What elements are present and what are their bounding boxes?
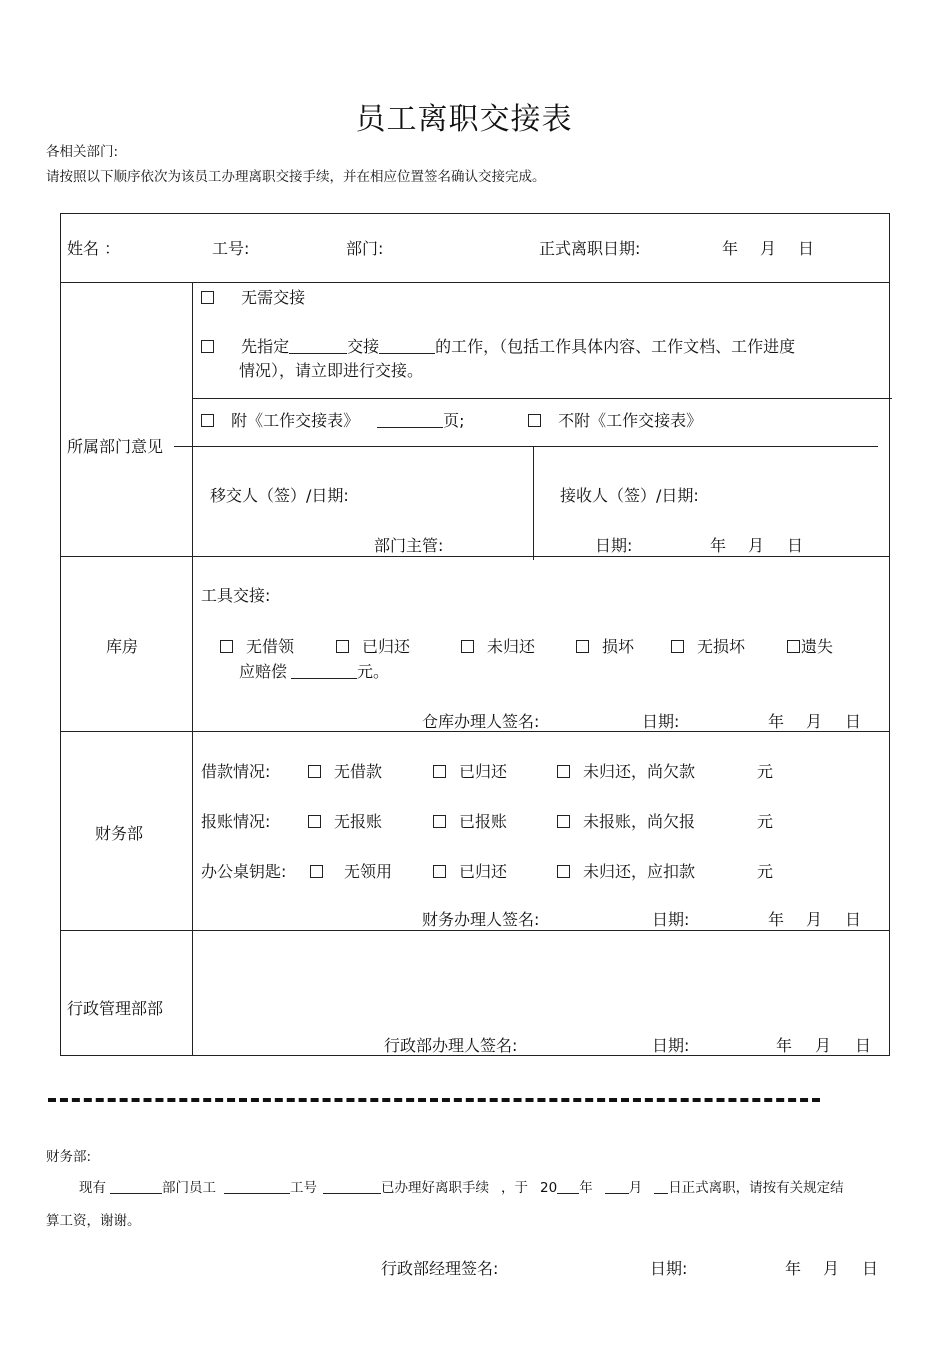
day-label: 日 (845, 712, 862, 731)
date-label: 日期: (642, 712, 680, 731)
checkbox[interactable] (528, 414, 541, 427)
option-no-borrow[interactable]: 无借领 (220, 634, 294, 657)
checkbox[interactable] (201, 414, 214, 427)
option-key-returned[interactable]: 已归还 (433, 859, 507, 882)
option-lost[interactable]: 遗失 (787, 634, 833, 657)
blank-line[interactable] (289, 339, 347, 354)
year-label: 年 (785, 1259, 802, 1278)
day-label: 日 (855, 1036, 872, 1055)
admin-label: 行政管理部部 (67, 999, 164, 1018)
year-label: 年 (710, 536, 727, 555)
option-no-expense[interactable]: 无报账 (308, 809, 382, 832)
loan-status-label: 借款情况: (201, 762, 271, 781)
checkbox[interactable] (557, 815, 570, 828)
option-expense-done[interactable]: 已报账 (433, 809, 507, 832)
blank-line[interactable] (379, 339, 435, 354)
checkbox[interactable] (576, 640, 589, 653)
warehouse-label: 库房 (106, 637, 139, 656)
option-not-returned[interactable]: 未归还 (461, 634, 535, 657)
handover-by-sign: 移交人（签）/日期: (210, 486, 349, 505)
row-divider (192, 398, 892, 399)
checkbox[interactable] (220, 640, 233, 653)
row-divider (60, 930, 890, 931)
expense-status-label: 报账情况: (201, 812, 271, 831)
month-label: 月 (806, 712, 823, 731)
month-label: 月 (806, 910, 823, 929)
option-handover-first[interactable]: 先指定 交接 的工作，（包括工作具体内容、工作文档、工作进度 (201, 334, 795, 357)
year-label: 年 (722, 239, 739, 258)
receiver-sign: 接收人（签）/日期: (560, 486, 699, 505)
intro-instruction: 请按照以下顺序依次为该员工办理离职交接手续，并在相应位置签名确认交接完成。 (46, 169, 546, 185)
footer-notice-line: 现有 部门员工 工号 已办理好离职手续 ，于 20 年 月 日正式离职，请按有关规定结 (79, 1180, 844, 1196)
blank-line[interactable] (224, 1179, 290, 1194)
year-label: 年 (776, 1036, 793, 1055)
name-label: 姓名 ： (67, 239, 121, 258)
option-loan-returned[interactable]: 已归还 (433, 759, 507, 782)
option-no-attach[interactable]: 不附《工作交接表》 (528, 408, 702, 431)
yuan-label: 元 (757, 862, 774, 881)
intro-addressee: 各相关部门: (46, 144, 119, 160)
row-divider (60, 282, 890, 283)
checkbox[interactable] (308, 815, 321, 828)
checkbox[interactable] (787, 640, 800, 653)
checkbox[interactable] (671, 640, 684, 653)
checkbox[interactable] (557, 765, 570, 778)
year-label: 年 (768, 712, 785, 731)
row-divider (174, 446, 878, 447)
option-expense-owed[interactable]: 未报账，尚欠报 (557, 809, 695, 832)
day-label: 日 (862, 1259, 879, 1278)
yuan-label: 元 (757, 812, 774, 831)
blank-line[interactable] (605, 1179, 629, 1194)
checkbox[interactable] (433, 815, 446, 828)
blank-line[interactable] (654, 1179, 668, 1194)
option-attach-sheet[interactable]: 附《工作交接表》 页; (201, 408, 465, 431)
option-not-damaged[interactable]: 无损坏 (671, 634, 745, 657)
day-label: 日 (798, 239, 815, 258)
checkbox[interactable] (336, 640, 349, 653)
blank-line[interactable] (110, 1179, 162, 1194)
month-label: 月 (815, 1036, 832, 1055)
checkbox[interactable] (557, 865, 570, 878)
leave-date-label: 正式离职日期: (539, 239, 641, 258)
checkbox[interactable] (308, 765, 321, 778)
option-key-deduct[interactable]: 未归还，应扣款 (557, 859, 695, 882)
tools-handover-label: 工具交接: (201, 586, 271, 605)
checkbox[interactable] (310, 865, 323, 878)
date-label: 日期: (595, 536, 633, 555)
date-label: 日期: (652, 910, 690, 929)
admin-handler-sign: 行政部办理人签名: (384, 1036, 518, 1055)
blank-line[interactable] (377, 413, 443, 428)
compensation-line: 应赔偿 元。 (239, 662, 390, 681)
month-label: 月 (748, 536, 765, 555)
option-handover-first-cont: 情况），请立即进行交接。 (239, 361, 424, 380)
finance-handler-sign: 财务办理人签名: (422, 910, 540, 929)
department-label: 部门: (346, 239, 384, 258)
date-label: 日期: (652, 1036, 690, 1055)
option-returned[interactable]: 已归还 (336, 634, 410, 657)
option-loan-owed[interactable]: 未归还，尚欠款 (557, 759, 695, 782)
dept-opinion-label: 所属部门意见 (67, 437, 164, 456)
checkbox[interactable] (201, 291, 214, 304)
finance-label: 财务部 (95, 824, 144, 843)
month-label: 月 (760, 239, 777, 258)
month-label: 月 (823, 1259, 840, 1278)
option-no-handover[interactable]: 无需交接 (201, 285, 305, 308)
admin-manager-sign: 行政部经理签名: (381, 1259, 499, 1278)
blank-line[interactable] (291, 664, 357, 679)
date-label: 日期: (650, 1259, 688, 1278)
blank-line[interactable] (557, 1179, 579, 1194)
checkbox[interactable] (201, 340, 214, 353)
day-label: 日 (787, 536, 804, 555)
checkbox[interactable] (433, 765, 446, 778)
page-title: 员工离职交接表 (355, 102, 573, 137)
day-label: 日 (845, 910, 862, 929)
option-no-key[interactable]: 无领用 (310, 859, 392, 882)
signature-divider (533, 446, 534, 560)
warehouse-handler-sign: 仓库办理人签名: (422, 712, 540, 731)
option-no-loan[interactable]: 无借款 (308, 759, 382, 782)
desk-key-label: 办公桌钥匙: (201, 862, 287, 881)
cut-line (48, 1098, 820, 1102)
option-damaged[interactable]: 损坏 (576, 634, 634, 657)
yuan-label: 元 (757, 762, 774, 781)
supervisor-sign: 部门主管: (374, 536, 444, 555)
year-label: 年 (768, 910, 785, 929)
row-divider (60, 556, 890, 557)
checkbox[interactable] (461, 640, 474, 653)
job-number-label: 工号: (212, 239, 250, 258)
footer-notice-cont: 算工资，谢谢。 (46, 1213, 141, 1229)
blank-line[interactable] (323, 1179, 381, 1194)
checkbox[interactable] (433, 865, 446, 878)
footer-addressee: 财务部: (46, 1149, 92, 1165)
